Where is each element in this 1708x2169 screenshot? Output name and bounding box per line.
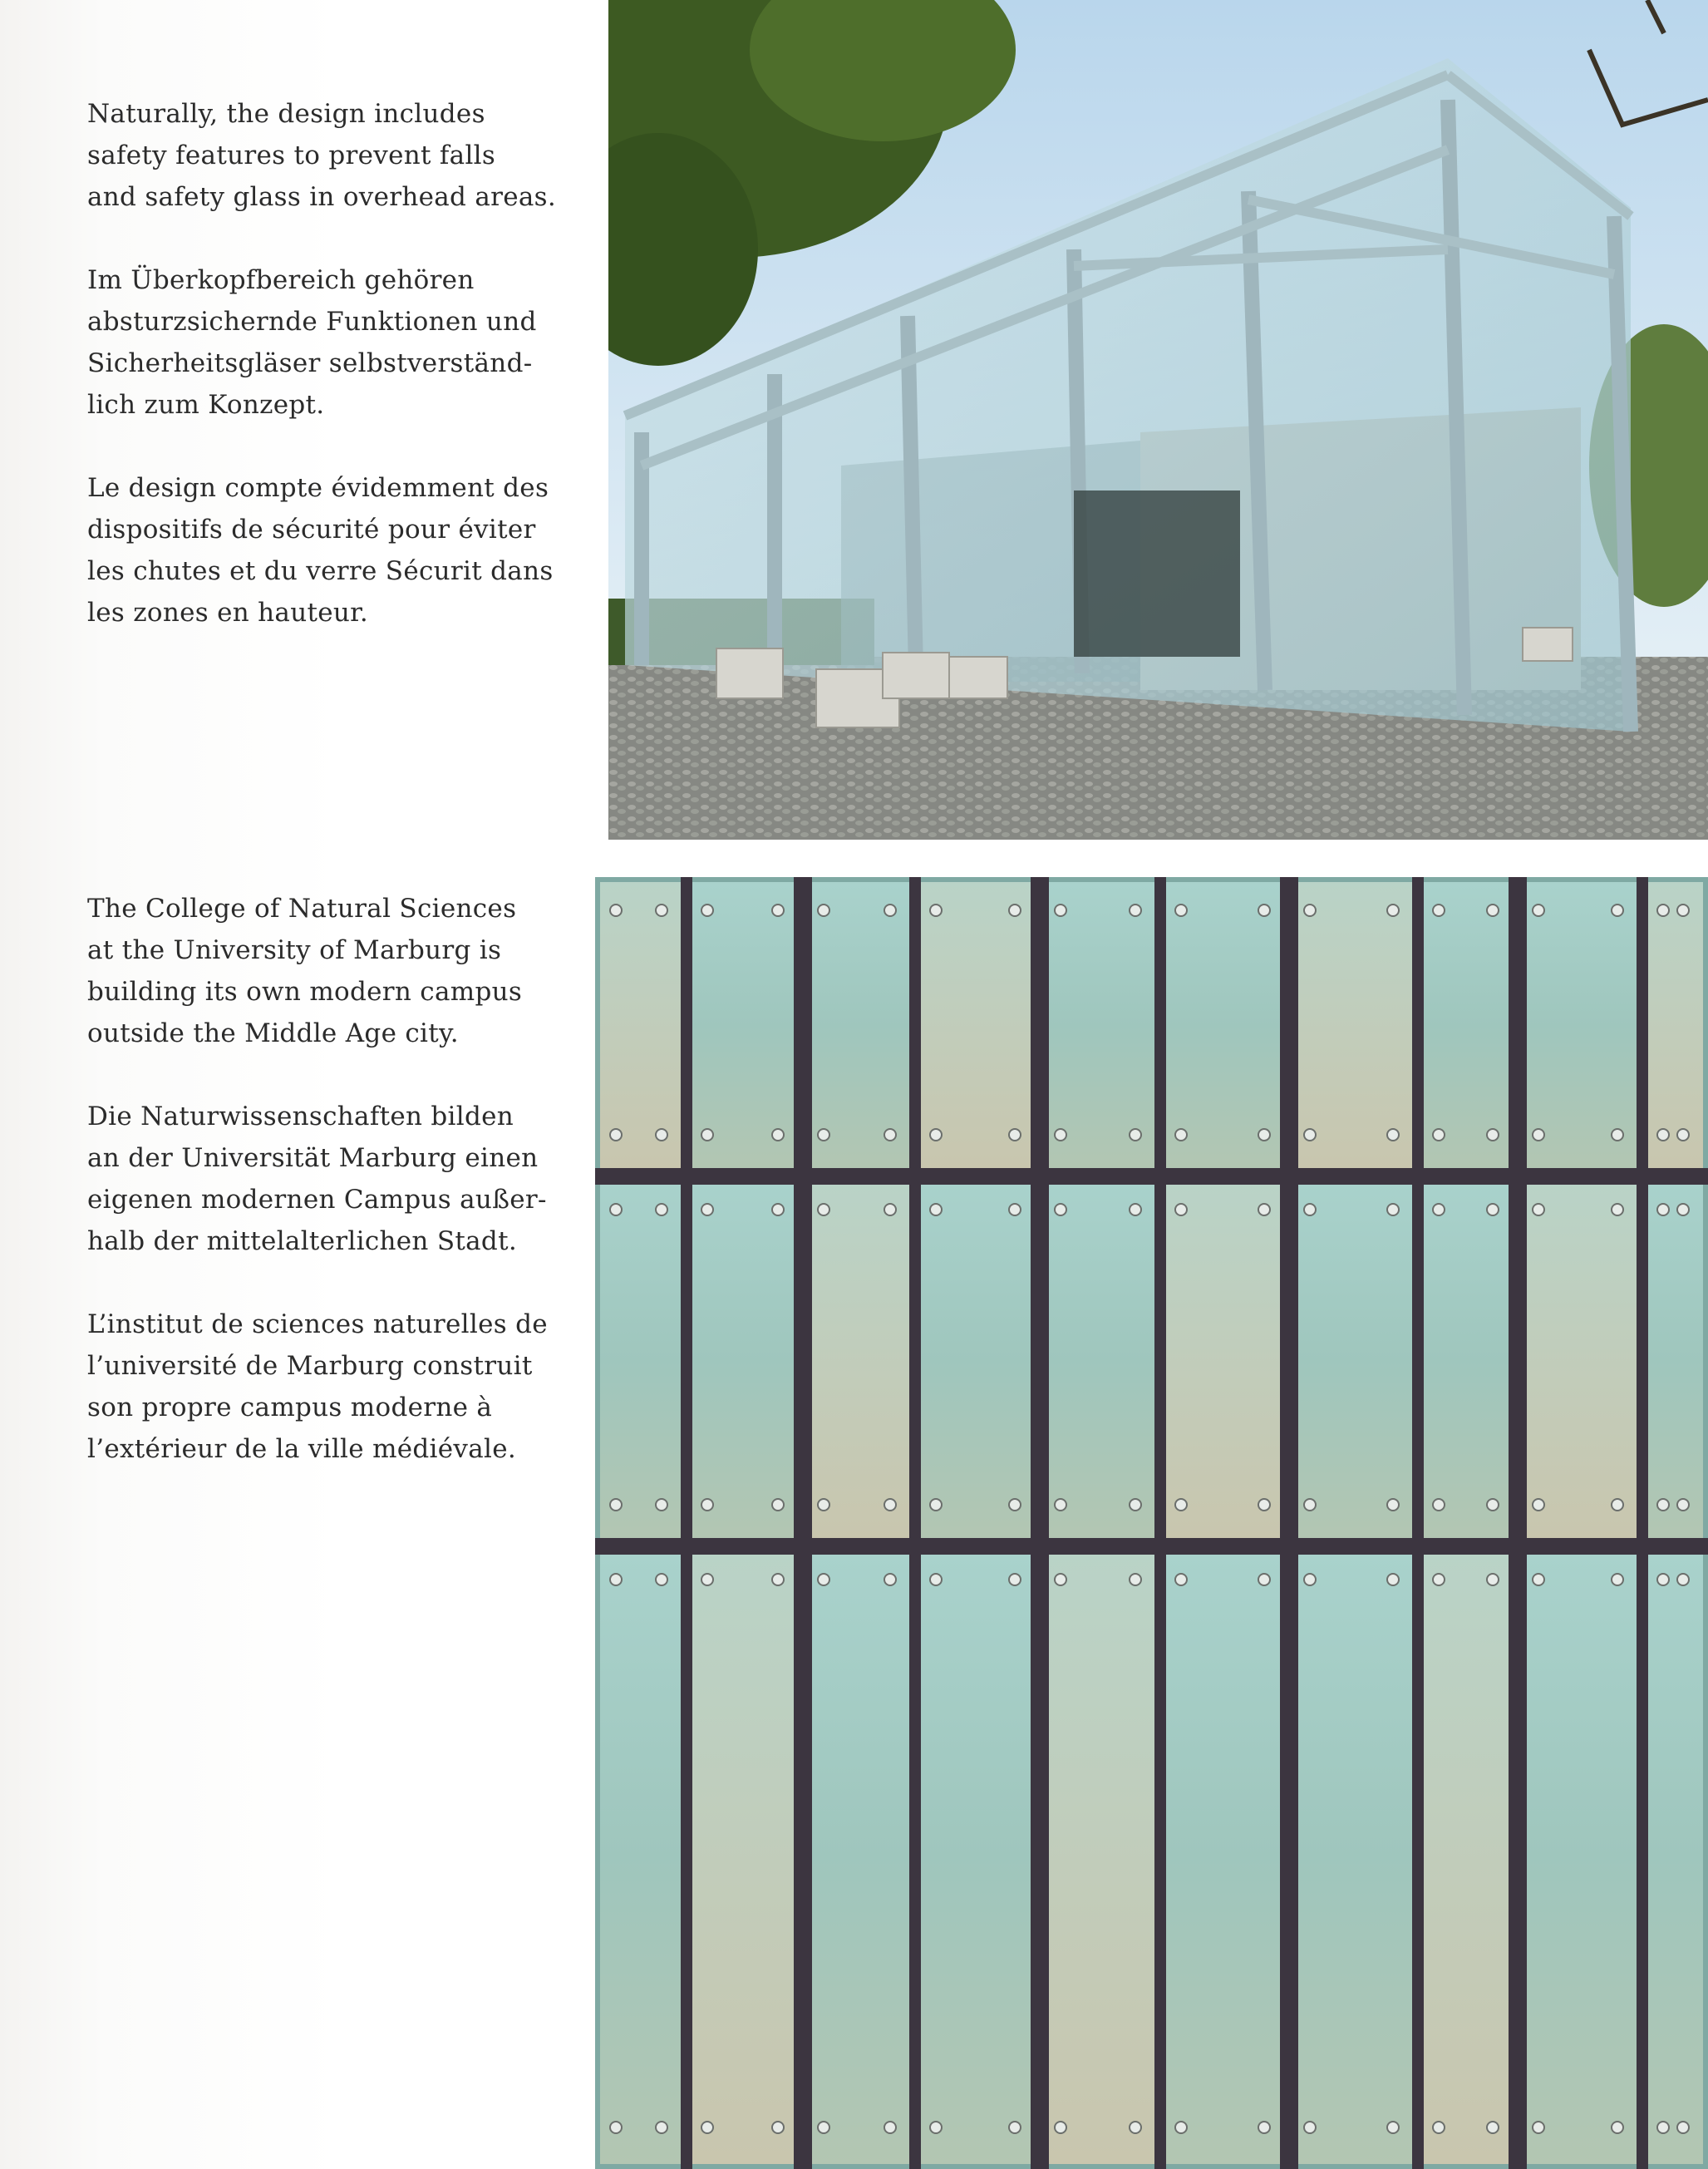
frame-mullion	[909, 877, 921, 2169]
glass-bolt	[1677, 1204, 1689, 1215]
glass-panel	[920, 882, 1035, 1171]
glass-bolt	[1055, 1129, 1066, 1141]
text-line: at the University of Marburg is	[87, 935, 502, 965]
glass-bolt	[818, 2122, 829, 2133]
glass-bolt	[701, 1499, 713, 1511]
glass-bolt	[701, 2122, 713, 2133]
glass-bolt	[884, 2122, 896, 2133]
glass-bolt	[610, 1129, 622, 1141]
glass-bolt	[1533, 1204, 1544, 1215]
glass-bolt	[1130, 905, 1141, 916]
glass-bolt	[610, 1574, 622, 1585]
frame-mullion	[681, 877, 692, 2169]
glass-bolt	[1055, 1574, 1066, 1585]
glass-bolt	[1487, 2122, 1499, 2133]
glass-bolt	[1533, 1574, 1544, 1585]
glass-bolt	[1304, 1129, 1316, 1141]
glass-bolt	[656, 1129, 667, 1141]
glass-panel	[692, 1551, 798, 2164]
glass-bolt	[1677, 1574, 1689, 1585]
glass-panel	[600, 882, 682, 1171]
glass-panel	[1423, 1181, 1513, 1541]
glass-bolt	[1130, 1499, 1141, 1511]
glass-bolt	[701, 1574, 713, 1585]
text-line: Die Naturwissenschaften bilden	[87, 1102, 514, 1131]
glass-bolt	[1258, 1499, 1270, 1511]
glass-bolt	[818, 1574, 829, 1585]
glass-bolt	[1258, 905, 1270, 916]
text-line: son propre campus moderne à	[87, 1393, 493, 1422]
text-line: les chutes et du verre Sécurit dans	[87, 556, 554, 586]
glass-bolt	[1304, 2122, 1316, 2133]
glass-panel	[1523, 1181, 1637, 1541]
glass-bolt	[1677, 2122, 1689, 2133]
glass-bolt	[930, 2122, 942, 2133]
glass-bolt	[1130, 2122, 1141, 2133]
frame-mullion	[1154, 877, 1166, 2169]
glass-panel	[692, 882, 798, 1171]
glass-bolt	[1387, 905, 1399, 916]
glass-panel	[600, 1181, 682, 1541]
text-line: l’université de Marburg construit	[87, 1351, 533, 1381]
glass-bolt	[1009, 1129, 1021, 1141]
glass-bolt	[884, 1129, 896, 1141]
glass-bolt	[701, 1204, 713, 1215]
glass-bolt	[1677, 1129, 1689, 1141]
glass-panel	[1647, 1551, 1703, 2164]
glass-bolt	[884, 1499, 896, 1511]
glass-bolt	[930, 905, 942, 916]
top-french-paragraph	[87, 467, 586, 633]
text-line: safety features to prevent falls	[87, 140, 496, 170]
glass-panel	[1045, 1181, 1155, 1541]
glass-bolt	[1657, 1129, 1669, 1141]
glass-panel	[1165, 1551, 1284, 2164]
glass-bolt	[1130, 1574, 1141, 1585]
glass-bolt	[772, 905, 784, 916]
top-text-block	[87, 93, 586, 675]
glass-panel	[1294, 882, 1413, 1171]
glass-bolt	[884, 1574, 896, 1585]
glass-panel	[1294, 1181, 1413, 1541]
glass-bolt	[772, 1574, 784, 1585]
glass-bolt	[656, 1204, 667, 1215]
frame-mullion	[794, 877, 812, 2169]
glass-bolt	[1258, 1574, 1270, 1585]
glass-bolt	[1387, 2122, 1399, 2133]
glass-bolt	[1387, 1129, 1399, 1141]
glass-bolt	[1009, 1499, 1021, 1511]
glass-panel	[1423, 1551, 1513, 2164]
top-german-paragraph	[87, 259, 586, 426]
glass-bolt	[1533, 2122, 1544, 2133]
text-line: eigenen modernen Campus außer-	[87, 1185, 547, 1215]
glass-bolt	[1612, 1574, 1623, 1585]
glass-bolt	[1130, 1129, 1141, 1141]
glass-bolt	[1055, 905, 1066, 916]
glass-panel	[1523, 1551, 1637, 2164]
glass-panel	[1647, 882, 1703, 1171]
glass-bolt	[1009, 1574, 1021, 1585]
glass-bolt	[1612, 905, 1623, 916]
text-line: les zones en hauteur.	[87, 598, 369, 628]
glass-bolt	[930, 1574, 942, 1585]
glass-bolt	[1533, 1129, 1544, 1141]
glass-panel	[1165, 882, 1284, 1171]
glass-bolt	[1433, 905, 1445, 916]
glass-panel	[1647, 1181, 1703, 1541]
glass-panel	[808, 1551, 910, 2164]
bottom-text-block	[87, 888, 586, 1511]
glass-bolt	[1657, 1204, 1669, 1215]
glass-bolt	[1055, 1204, 1066, 1215]
text-line: lich zum Konzept.	[87, 390, 325, 420]
glass-bolt	[1055, 1499, 1066, 1511]
glass-bolt	[772, 1204, 784, 1215]
glass-bolt	[1009, 1204, 1021, 1215]
glass-bolt	[610, 1204, 622, 1215]
glass-bolt	[930, 1129, 942, 1141]
text-line: Sicherheitsgläser selbstverständ-	[87, 348, 533, 378]
text-line: absturzsichernde Funktionen und	[87, 307, 537, 337]
glass-bolt	[818, 905, 829, 916]
text-line: Im Überkopfbereich gehören	[87, 265, 475, 295]
glass-panel	[1165, 1181, 1284, 1541]
glass-bolt	[1304, 905, 1316, 916]
text-line: L’institut de sciences naturelles de	[87, 1309, 548, 1339]
glass-bolt	[1387, 1499, 1399, 1511]
frame-mullion	[1412, 877, 1424, 2169]
glass-panel	[1045, 882, 1155, 1171]
glass-bolt	[1258, 1204, 1270, 1215]
glass-bolt	[1657, 905, 1669, 916]
text-line: an der Universität Marburg einen	[87, 1143, 539, 1173]
glass-bolt	[1677, 905, 1689, 916]
glass-panel	[600, 1551, 682, 2164]
glass-bolt	[818, 1499, 829, 1511]
frame-mullion	[1637, 877, 1648, 2169]
text-line: outside the Middle Age city.	[87, 1018, 459, 1048]
glass-bolt	[1657, 1574, 1669, 1585]
glass-bolt	[1130, 1204, 1141, 1215]
glass-pavilion-photo	[608, 0, 1708, 840]
glass-bolt	[1487, 1574, 1499, 1585]
glass-panel	[1294, 1551, 1413, 2164]
glass-bolt	[656, 905, 667, 916]
glass-bolt	[818, 1129, 829, 1141]
glass-facade-photo	[595, 877, 1708, 2169]
glass-panel	[920, 1551, 1035, 2164]
glass-bolt	[1175, 2122, 1187, 2133]
glass-bolt	[1612, 1499, 1623, 1511]
glass-bolt	[1612, 1129, 1623, 1141]
text-line: The College of Natural Sciences	[87, 894, 517, 924]
glass-bolt	[772, 1499, 784, 1511]
glass-bolt	[930, 1204, 942, 1215]
glass-bolt	[884, 905, 896, 916]
frame-transom	[595, 1168, 1708, 1185]
glass-panel	[1523, 882, 1637, 1171]
glass-bolt	[1533, 1499, 1544, 1511]
glass-bolt	[1175, 905, 1187, 916]
text-line: Le design compte évidemment des	[87, 473, 549, 503]
glass-panel	[1045, 1551, 1155, 2164]
glass-bolt	[1612, 2122, 1623, 2133]
glass-bolt	[1433, 1574, 1445, 1585]
glass-bolt	[1433, 1204, 1445, 1215]
glass-panel	[808, 1181, 910, 1541]
glass-bolt	[1304, 1204, 1316, 1215]
glass-bolt	[1433, 2122, 1445, 2133]
glass-bolt	[1487, 1129, 1499, 1141]
glass-bolt	[1387, 1574, 1399, 1585]
glass-bolt	[1304, 1574, 1316, 1585]
glass-bolt	[1258, 1129, 1270, 1141]
glass-bolt	[884, 1204, 896, 1215]
frame-transom	[595, 1538, 1708, 1555]
glass-bolt	[701, 1129, 713, 1141]
bottom-german-paragraph	[87, 1096, 586, 1262]
glass-bolt	[1055, 2122, 1066, 2133]
bottom-english-paragraph	[87, 888, 586, 1054]
glass-bolt	[656, 2122, 667, 2133]
glass-bolt	[1433, 1499, 1445, 1511]
glass-bolt	[1487, 905, 1499, 916]
glass-bolt	[1009, 905, 1021, 916]
frame-mullion	[1509, 877, 1527, 2169]
text-line: building its own modern campus	[87, 977, 523, 1007]
glass-bolt	[1175, 1204, 1187, 1215]
text-line: halb der mittelalterlichen Stadt.	[87, 1226, 517, 1256]
glass-bolt	[1175, 1499, 1187, 1511]
glass-bolt	[610, 905, 622, 916]
text-line: l’extérieur de la ville médiévale.	[87, 1434, 517, 1464]
glass-bolt	[701, 905, 713, 916]
glass-bolt	[656, 1574, 667, 1585]
glass-panel	[1423, 882, 1513, 1171]
glass-bolt	[1657, 2122, 1669, 2133]
glass-bolt	[1175, 1574, 1187, 1585]
text-line: dispositifs de sécurité pour éviter	[87, 515, 536, 545]
glass-bolt	[1175, 1129, 1187, 1141]
glass-bolt	[610, 2122, 622, 2133]
glass-bolt	[818, 1204, 829, 1215]
glass-bolt	[772, 2122, 784, 2133]
glass-bolt	[1258, 2122, 1270, 2133]
glass-bolt	[1677, 1499, 1689, 1511]
glass-bolt	[1487, 1499, 1499, 1511]
glass-bolt	[1533, 905, 1544, 916]
glass-bolt	[1612, 1204, 1623, 1215]
frame-mullion	[1031, 877, 1049, 2169]
glass-panel	[808, 882, 910, 1171]
glass-bolt	[1304, 1499, 1316, 1511]
text-line: Naturally, the design includes	[87, 99, 485, 129]
glass-bolt	[1487, 1204, 1499, 1215]
glass-bolt	[1433, 1129, 1445, 1141]
glass-panel	[692, 1181, 798, 1541]
glass-bolt	[1009, 2122, 1021, 2133]
glass-bolt	[1657, 1499, 1669, 1511]
frame-mullion	[1280, 877, 1298, 2169]
bottom-french-paragraph	[87, 1304, 586, 1470]
glass-bolt	[772, 1129, 784, 1141]
glass-bolt	[1387, 1204, 1399, 1215]
top-english-paragraph	[87, 93, 586, 218]
glass-bolt	[656, 1499, 667, 1511]
glass-bolt	[610, 1499, 622, 1511]
glass-panel	[920, 1181, 1035, 1541]
glass-bolt	[930, 1499, 942, 1511]
text-line: and safety glass in overhead areas.	[87, 182, 557, 212]
